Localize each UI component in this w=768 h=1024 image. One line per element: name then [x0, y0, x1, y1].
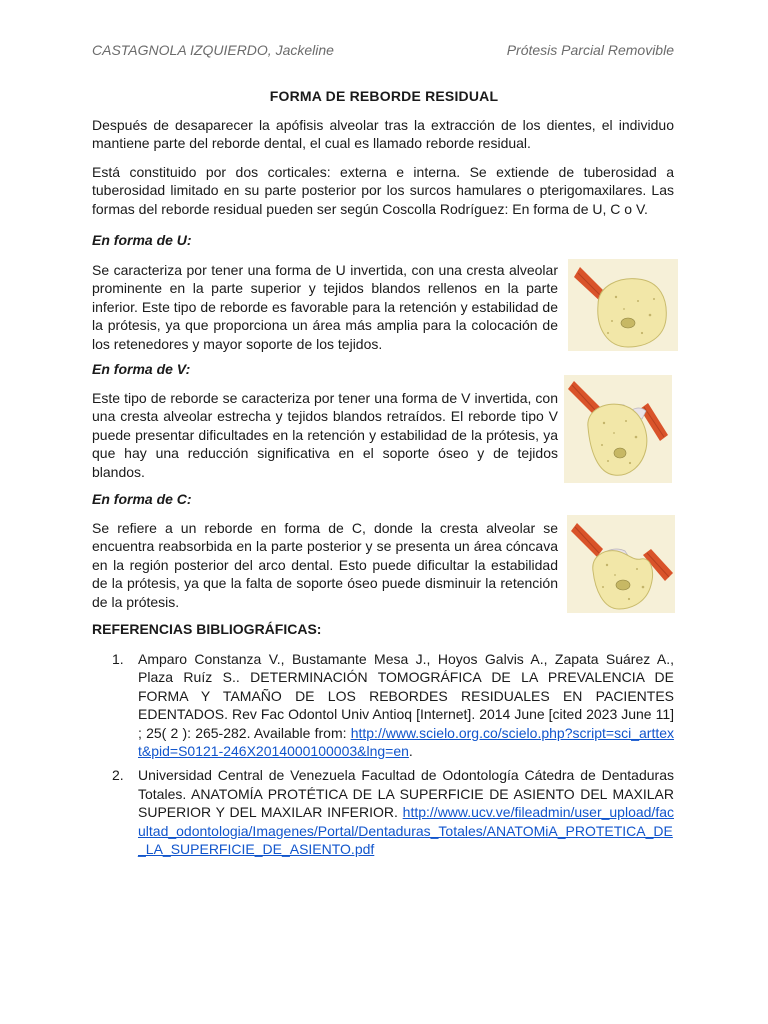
header-author: CASTAGNOLA IZQUIERDO, Jackeline: [92, 42, 334, 58]
ridge-v-figure: [564, 375, 672, 483]
ridge-u-figure: [568, 259, 678, 351]
reference-link[interactable]: http://www.ucv.ve/fileadmin/user_upload/facultad_odontologia/Imagenes/Portal/Dentaduras_Totales/ANATOMiA_PROTETICA_DE_LA_SUPERFICIE_DE_ASIENTO.pdf: [138, 804, 674, 858]
intro-paragraph-1: Después de desaparecer la apófisis alveolar tras la extracción de los dientes, el individuo mantiene parte del reborde dental, el cual es llamado reborde residual.: [92, 117, 674, 152]
reference-item-1: [112, 650, 674, 760]
section-heading-u: En forma de U:: [92, 232, 192, 248]
reference-number: 2.: [112, 767, 124, 784]
ridge-u-cross-section-illustration-icon: [568, 259, 678, 351]
ridge-c-figure: [567, 515, 675, 613]
section-heading-v: En forma de V:: [92, 361, 191, 377]
section-heading-c: En forma de C:: [92, 491, 192, 507]
document-title: FORMA DE REBORDE RESIDUAL: [269, 88, 499, 104]
reference-item-2: [112, 766, 674, 858]
reference-suffix: .: [408, 743, 413, 760]
ridge-v-cross-section-illustration-icon: [564, 375, 672, 483]
intro-paragraph-2: Está constituido por dos corticales: externa e interna. Se extiende de tuberosidad a tuberosidad limitado en su parte posterior por los surcos hamulares o pterigomaxilares. Las formas del reborde residual pueden ser según Coscolla Rodríguez: En forma de U, C o V.: [92, 164, 674, 217]
section-text-u: Se caracteriza por tener una forma de U invertida, con una cresta alveolar prominente en la parte superior y tejidos blandos rellenos en la parte inferior. Este tipo de reborde es favorable para la retención y estabilidad de la prótesis, ya que proporciona un área más amplia para la colocación de los retenedores y mayor soporte de los tejidos.: [92, 262, 558, 352]
reference-text: Amparo Constanza V., Bustamante Mesa J., Hoyos Galvis A., Zapata Suárez A., Plaza Ruíz S.. DETERMINACIÓN TOMOGRÁFICA DE LA PREVALENCIA DE FORMA Y TAMAÑO DE LOS REBORDES RESIDUALES EN PACIENTES EDENTADOS. Rev Fac Odontol Univ Antioq [Internet]. 2014 June [cited 2023 June 11] ; 25( 2 ): 265-282. Available from:: [138, 651, 674, 741]
reference-number: 1.: [112, 651, 124, 667]
reference-link[interactable]: http://www.scielo.org.co/scielo.php?script=sci_arttext&pid=S0121-246X2014000100003&lng=en: [138, 724, 675, 760]
ridge-c-cross-section-illustration-icon: [567, 515, 675, 613]
references-heading: REFERENCIAS BIBLIOGRÁFICAS:: [92, 621, 322, 637]
reference-text: Universidad Central de Venezuela Facultad de Odontología Cátedra de Dentaduras Totales. ANATOMÍA PROTÉTICA DE LA SUPERFICIE DE ASIENTO DEL MAXILAR SUPERIOR Y DEL MAXILAR INFERIOR.: [138, 767, 674, 821]
page-header: [92, 42, 674, 58]
references-list: [112, 650, 674, 858]
section-text-c: Se refiere a un reborde en forma de C, donde la cresta alveolar se encuentra reabsorbida en la parte posterior y se presenta un área cóncava en la región posterior del arco dental. Esto puede dificultar la estabilidad de la prótesis, ya que la falta de soporte óseo puede disminuir la retención de la prótesis.: [92, 520, 558, 610]
header-course: Prótesis Parcial Removible: [506, 42, 674, 58]
section-text-v: Este tipo de reborde se caracteriza por tener una forma de V invertida, con una cresta alveolar estrecha y tejidos blandos retraídos. El reborde tipo V puede presentar dificultades en la retención y estabilidad de la prótesis, ya que hay una reducción significativa en el soporte óseo y de tejidos blandos.: [92, 390, 558, 480]
